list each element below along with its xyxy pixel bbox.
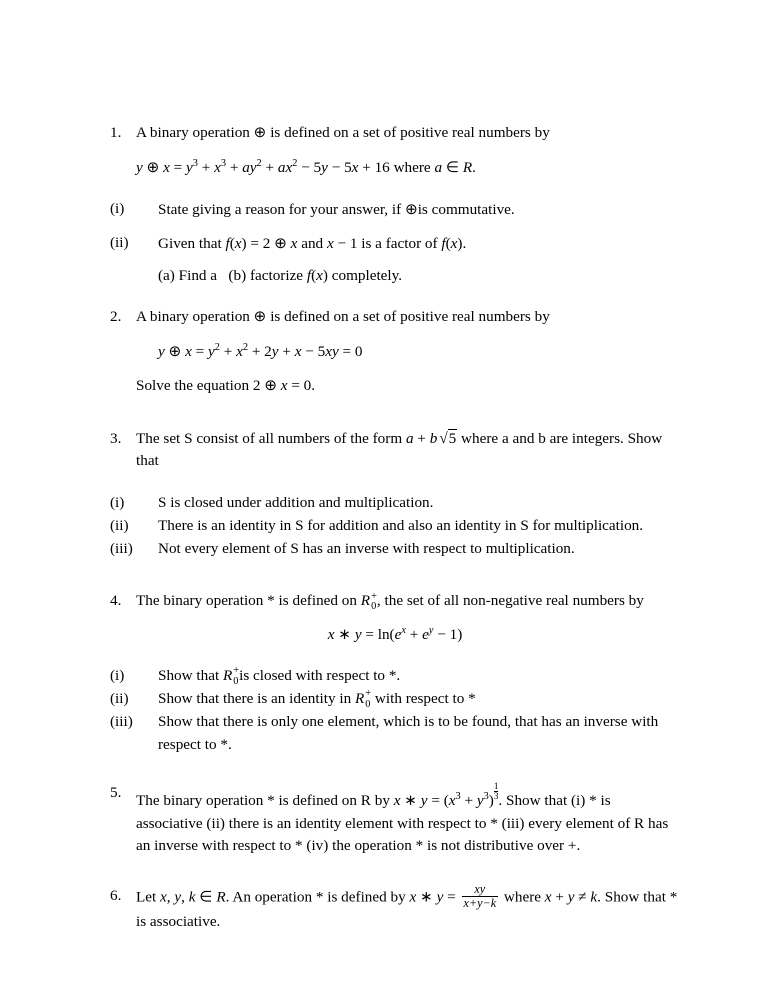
question-3: [110, 428, 680, 472]
document-content: [110, 122, 680, 935]
question-3-part-i: [110, 492, 680, 515]
question-4-part-i-label: (i): [110, 667, 125, 685]
question-6-stem: Let x, y, k ∈ R. An operation * is defined by x ∗ y = $\frac{xy}{x+y-k}$ where x + y ≠ k. Show that * is associative.: [136, 881, 678, 931]
question-1-equation: y ⊕ $x = y^3 + x^3 + ay^2 + ax^2 - 5y - 5x + 16$ where a ∈ R.: [136, 157, 476, 177]
question-1-part-ii-text: Given that f(x) = 2 ⊕ x and x − 1 is a factor of f(x).: [158, 233, 467, 252]
question-4-part-ii-label: (ii): [110, 689, 129, 707]
question-1-part-ab-text: (a) Find a (b) factorize f(x) completely.: [158, 267, 403, 285]
question-1-part-ii-label: (ii): [110, 233, 129, 251]
question-3-part-i-text: S is closed under addition and multiplication.: [158, 493, 434, 511]
question-3-part-ii-label: (ii): [110, 516, 129, 534]
question-3-part-i-label: (i): [110, 493, 125, 511]
question-4-equation: x ∗ $y = \ln(e^x + e^y - 1)$: [327, 625, 463, 644]
question-3-part-ii-text: There is an identity in S for addition and also an identity in S for multiplication.: [158, 516, 644, 534]
question-6: [110, 881, 680, 934]
question-1-part-i: [110, 198, 680, 222]
question-3-number: 3.: [110, 429, 122, 447]
question-2-number: 2.: [110, 308, 122, 326]
question-1-part-i-text: State giving a reason for your answer, if ⊕is commutative.: [158, 199, 515, 218]
question-4-part-ii: [110, 688, 680, 711]
question-2-stem: A binary operation ⊕ is defined on a set of positive real numbers by: [136, 308, 550, 326]
question-1-number: 1.: [110, 124, 122, 141]
question-4-part-iii-label: (iii): [110, 712, 133, 730]
question-1-part-ab: [110, 265, 680, 288]
question-4-number: 4.: [110, 592, 122, 610]
question-1: [110, 122, 680, 144]
question-3-part-iii-text: Not every element of S has an inverse with respect to multiplication.: [158, 539, 575, 557]
question-4-part-i-text: Show that R + 0 is closed with respect to *.: [158, 665, 401, 687]
question-4-part-iii-text: Show that there is only one element, which is to be found, that has an inverse with respect to *.: [158, 712, 659, 753]
question-4-stem: The binary operation * is defined on R + 0 , the set of all non-negative real numbers by: [136, 590, 644, 612]
question-2: [110, 306, 680, 328]
question-4-part-ii-text: Show that there is an identity in R + 0 with respect to *: [158, 688, 476, 710]
question-3-stem: The set S consist of all numbers of the form a + b √5 where a and b are integers. Show that: [136, 429, 663, 469]
question-4-part-iii: [110, 711, 680, 757]
question-2-equation: y ⊕ $x = y^2 + x^2 + 2y + x - 5xy = 0$: [158, 342, 363, 361]
question-5-number: 5.: [110, 784, 122, 802]
question-5-stem: The binary operation * is defined on R by x ∗ $y = (x^3 + y^3)$ $\frac{1}{3}$ . Show that (i) * is associative (ii) there is an identity element with respect to * (iii) every element of R has an inverse with respect to * (iv) the operation * is not distributive over +.: [136, 781, 669, 854]
question-1-part-ii: [110, 232, 680, 256]
question-3-part-ii: [110, 515, 680, 538]
question-4: [110, 590, 680, 612]
question-5: [110, 782, 680, 856]
question-1-stem: A binary operation ⊕ is defined on a set of positive real numbers by: [136, 124, 550, 141]
question-3-part-iii-label: (iii): [110, 539, 133, 557]
question-6-number: 6.: [110, 886, 122, 904]
question-2-instruction: Solve the equation 2 ⊕ x = 0.: [136, 376, 316, 395]
question-4-part-i: [110, 665, 680, 688]
question-1-part-i-label: (i): [110, 199, 125, 217]
question-3-part-iii: [110, 538, 680, 561]
